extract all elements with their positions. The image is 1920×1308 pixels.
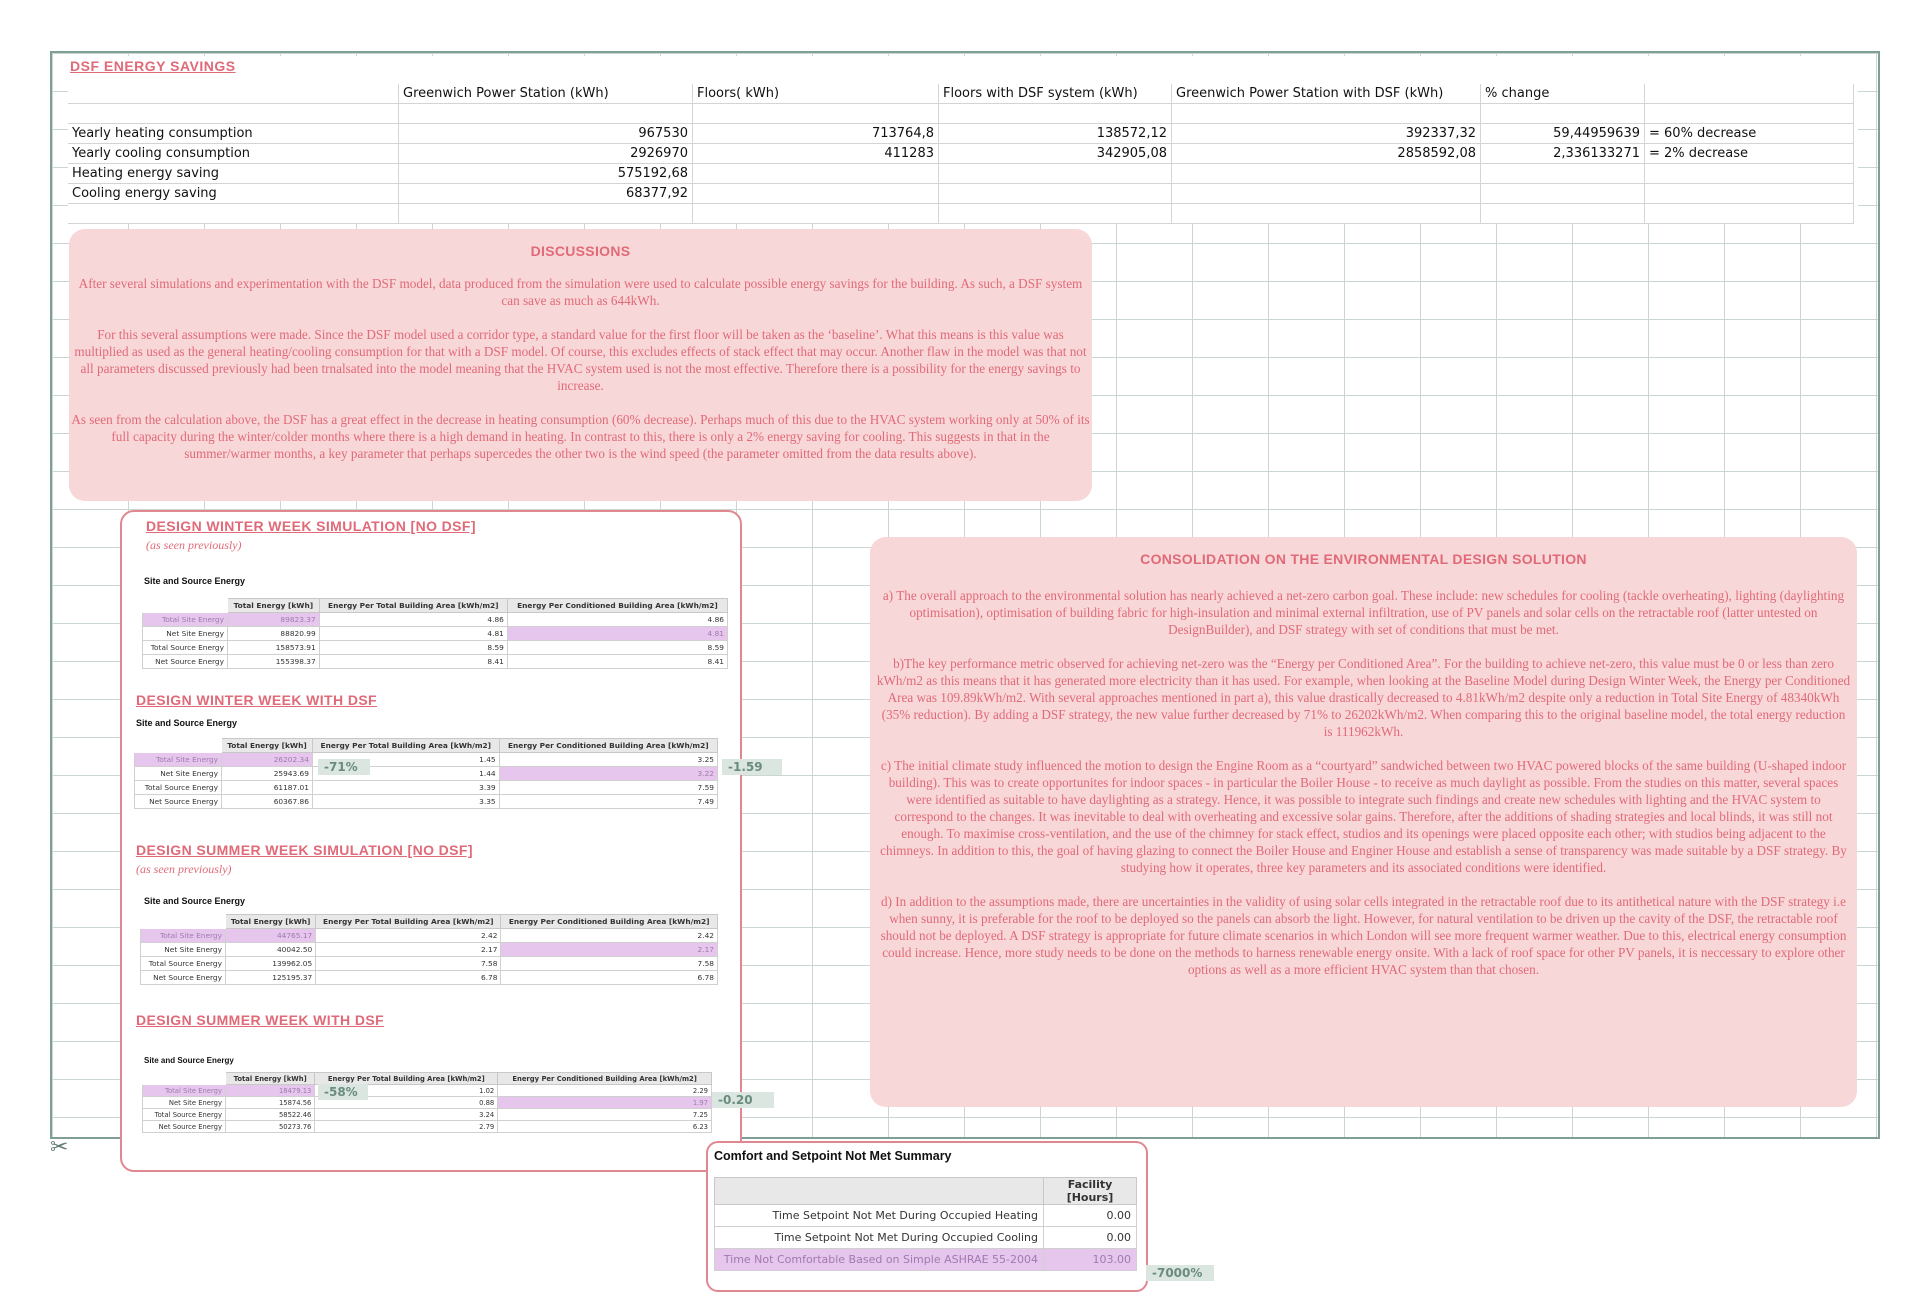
scissors-icon: ✂ <box>50 1134 69 1159</box>
table-row <box>68 184 1854 204</box>
table-cell[interactable]: 392337,32 <box>1172 124 1481 144</box>
header-cell: Energy Per Conditioned Building Area [kWh/m2] <box>498 1073 712 1085</box>
table-cell: 89823.37 <box>228 613 320 627</box>
table-cell: 1.02 <box>315 1085 498 1097</box>
table-row <box>141 971 718 985</box>
consolidation-panel <box>870 537 1857 1107</box>
simulation-results-box <box>120 510 742 1172</box>
table-cell[interactable]: 713764,8 <box>693 124 939 144</box>
site-source-label: Site and Source Energy <box>144 1056 234 1065</box>
table-cell[interactable]: Yearly heating consumption <box>68 124 399 144</box>
table-cell[interactable]: 411283 <box>693 144 939 164</box>
table-cell: 103.00 <box>1044 1249 1137 1271</box>
table-cell: Time Not Comfortable Based on Simple ASHRAE 55-2004 <box>715 1249 1044 1271</box>
table-cell: 2.29 <box>498 1085 712 1097</box>
table-row <box>143 641 728 655</box>
table-cell: Total Source Energy <box>135 781 222 795</box>
table-row <box>135 795 718 809</box>
table-cell: 8.41 <box>319 655 507 669</box>
table-cell: 58522.46 <box>226 1109 315 1121</box>
table-cell: 7.49 <box>499 795 717 809</box>
header-cell[interactable]: Greenwich Power Station (kWh) <box>399 84 693 104</box>
table-cell: Total Source Energy <box>141 957 226 971</box>
savings-section <box>68 56 1858 224</box>
table-row <box>715 1205 1137 1227</box>
table-cell: Time Setpoint Not Met During Occupied Heating <box>715 1205 1044 1227</box>
discussions-title: DISCUSSIONS <box>530 243 631 259</box>
savings-table <box>68 84 1854 224</box>
site-source-label: Site and Source Energy <box>144 896 246 906</box>
table-row <box>68 104 1854 124</box>
table-cell: 158573.91 <box>228 641 320 655</box>
table-row <box>715 1249 1137 1271</box>
reduction-badge: -1.59 <box>722 759 782 775</box>
table-cell: 4.81 <box>507 627 727 641</box>
table-row <box>68 124 1854 144</box>
table-cell[interactable]: 138572,12 <box>939 124 1172 144</box>
table-cell[interactable]: = 2% decrease <box>1645 144 1854 164</box>
table-cell: 4.81 <box>319 627 507 641</box>
reduction-badge: -7000% <box>1146 1265 1214 1281</box>
table-cell: Net Site Energy <box>135 767 222 781</box>
site-source-label: Site and Source Energy <box>144 576 246 586</box>
table-cell[interactable]: 68377,92 <box>399 184 693 204</box>
table-cell: 3.25 <box>499 753 717 767</box>
table-cell: Net Source Energy <box>141 971 226 985</box>
discussions-paragraph: For this several assumptions were made. Since the DSF model used a corridor type, a standard value for the first floor will be taken as the ‘baseline’. What this means is this value was multiplied as used as the general heating/cooling consumption for that with a DSF model. Of course, this excludes effects of stack effect that may occur. Another flaw in the model was that not all parameters discussed previously had been trnalsated into the model meaning that the HVAC system used is not the most effective. Therefore there is a possibility for the energy savings to increase. <box>74 327 1087 393</box>
header-cell[interactable]: Floors( kWh) <box>693 84 939 104</box>
summer-nodsf-table <box>140 914 718 985</box>
table-cell: Net Source Energy <box>143 1121 226 1133</box>
table-cell: 3.24 <box>315 1109 498 1121</box>
table-cell: 60367.86 <box>222 795 313 809</box>
comfort-title: Comfort and Setpoint Not Met Summary <box>714 1149 952 1163</box>
table-cell: 1.97 <box>498 1097 712 1109</box>
table-cell[interactable]: 2858592,08 <box>1172 144 1481 164</box>
table-row <box>143 1121 712 1133</box>
table-cell: 7.58 <box>501 957 718 971</box>
table-row <box>143 627 728 641</box>
header-cell: Total Energy [kWh] <box>228 599 320 613</box>
table-cell: 0.00 <box>1044 1205 1137 1227</box>
table-cell: 40042.50 <box>226 943 316 957</box>
header-cell: Energy Per Conditioned Building Area [kWh/m2] <box>507 599 727 613</box>
table-cell: 7.58 <box>316 957 501 971</box>
table-cell: 4.86 <box>507 613 727 627</box>
table-cell: 15874.56 <box>226 1097 315 1109</box>
reduction-badge: -71% <box>318 759 370 775</box>
table-cell: 3.39 <box>312 781 499 795</box>
table-cell: Net Source Energy <box>135 795 222 809</box>
table-cell: 26202.34 <box>222 753 313 767</box>
table-cell: 0.88 <box>315 1097 498 1109</box>
table-row <box>715 1227 1137 1249</box>
table-cell: 7.59 <box>499 781 717 795</box>
discussions-paragraph: After several simulations and experimentation with the DSF model, data produced from the simulation were used to calculate possible energy savings for the building. As such, a DSF system can save as much as 644kWh. <box>78 276 1083 308</box>
comfort-summary-box <box>706 1141 1148 1292</box>
table-header-row <box>135 739 718 753</box>
header-cell[interactable] <box>68 84 399 104</box>
table-cell: 61187.01 <box>222 781 313 795</box>
table-row <box>135 767 718 781</box>
table-cell: Net Site Energy <box>143 627 228 641</box>
table-cell: 88820.99 <box>228 627 320 641</box>
discussions-paragraph: As seen from the calculation above, the DSF has a great effect in the decrease in heating consumption (60% decrease). Perhaps much of this due to the HVAC system working only at 50% of its full capacity during the winter/colder months where there is a high demand in heating. In contrast to this, there is only a 2% energy saving for cooling. This suggests in that in the summer/warmer months, a key parameter that perhaps supercedes the other two is the wind speed (the parameter omitted from the data results above). <box>71 412 1090 461</box>
table-cell: 1.44 <box>312 767 499 781</box>
reduction-badge: -0.20 <box>712 1092 774 1108</box>
table-cell: Total Site Energy <box>143 1085 226 1097</box>
table-cell[interactable]: 342905,08 <box>939 144 1172 164</box>
table-cell: 2.79 <box>315 1121 498 1133</box>
winter-dsf-table <box>134 738 718 809</box>
header-cell: Energy Per Total Building Area [kWh/m2] <box>316 915 501 929</box>
table-cell: 139962.05 <box>226 957 316 971</box>
table-cell: 6.23 <box>498 1121 712 1133</box>
consolidation-title: CONSOLIDATION ON THE ENVIRONMENTAL DESIGN SOLUTION <box>1140 551 1587 567</box>
table-cell[interactable]: 59,44959639 <box>1481 124 1645 144</box>
header-cell: Energy Per Total Building Area [kWh/m2] <box>319 599 507 613</box>
table-cell: 3.35 <box>312 795 499 809</box>
table-cell[interactable]: 2926970 <box>399 144 693 164</box>
summer-dsf-table <box>142 1072 712 1133</box>
header-cell[interactable]: % change <box>1481 84 1645 104</box>
table-header-row <box>143 599 728 613</box>
table-row <box>68 144 1854 164</box>
table-cell: Total Source Energy <box>143 1109 226 1121</box>
discussions-panel <box>69 229 1092 501</box>
table-cell: 8.59 <box>319 641 507 655</box>
table-header-row <box>143 1073 712 1085</box>
table-row <box>143 1097 712 1109</box>
table-cell: 155398.37 <box>228 655 320 669</box>
header-cell: Energy Per Conditioned Building Area [kWh/m2] <box>501 915 718 929</box>
winter-nodsf-table <box>142 598 728 669</box>
header-cell: Total Energy [kWh] <box>226 1073 315 1085</box>
table-cell: Net Site Energy <box>143 1097 226 1109</box>
table-cell: 44765.17 <box>226 929 316 943</box>
table-row <box>68 204 1854 224</box>
comfort-table <box>714 1177 1137 1271</box>
table-cell: 2.42 <box>316 929 501 943</box>
site-source-label: Site and Source Energy <box>136 718 238 728</box>
table-cell: 125195.37 <box>226 971 316 985</box>
table-cell: Net Source Energy <box>143 655 228 669</box>
winter-nodsf-subtitle: (as seen previously) <box>146 538 242 552</box>
table-cell: 4.86 <box>319 613 507 627</box>
winter-dsf-title: DESIGN WINTER WEEK WITH DSF <box>136 692 378 708</box>
table-cell: Total Site Energy <box>143 613 228 627</box>
table-cell: 0.00 <box>1044 1227 1137 1249</box>
table-row <box>68 164 1854 184</box>
table-row <box>141 943 718 957</box>
summer-nodsf-subtitle: (as seen previously) <box>136 862 232 876</box>
table-cell[interactable]: 575192,68 <box>399 164 693 184</box>
table-row <box>141 957 718 971</box>
header-cell: Facility [Hours] <box>1044 1178 1137 1205</box>
header-cell[interactable]: Greenwich Power Station with DSF (kWh) <box>1172 84 1481 104</box>
table-cell: 25943.69 <box>222 767 313 781</box>
table-cell[interactable]: Cooling energy saving <box>68 184 399 204</box>
table-cell: Total Site Energy <box>135 753 222 767</box>
summer-nodsf-title: DESIGN SUMMER WEEK SIMULATION [NO DSF] <box>136 842 473 858</box>
table-row <box>135 753 718 767</box>
consolidation-paragraph: a) The overall approach to the environmental solution has nearly achieved a net-zero carbon goal. These include: new schedules for cooling (tackle overheating), lighting (daylighting optimisation), optimisation of building fabric for high-insulation and minimal external infiltration, use of PV panels and solar cells on the retractable roof (latter untested on DesignBuilder), and DSF strategy with set of conditions that must be met. <box>882 588 1845 637</box>
table-cell: 8.41 <box>507 655 727 669</box>
consolidation-paragraph: c) The initial climate study influenced the motion to design the Engine Room as a “courtyard” sandwiched between two HVAC powered blocks of the same building (U-shaped indoor building). This was to create opportunites for indoor spaces - in particular the Boiler House - to receive as much daylight as possible. From the studies on this matter, several spaces were identified as suitable to have daylighting as a strategy. Hence, it was possible to integrate such findings and create new schedules with lighting and the HVAC system to correspond to the changes. It was inevitable to deal with overheating and excessive solar gains. Therefore, after the additions of shading strategies and local blinds, it was still not enough. To maximise cross-ventilation, and the use of the chimney for stack effect, studios and its openings were placed opposite each other; with studios being adjacent to the chimneys. In addition to this, the goal of having glazing to connect the Boiler House and Enginer House and establish a sense of transparency was made suitable by a DSF strategy. By studying how it operates, three key parameters and its associated conditions were identified. <box>880 758 1847 875</box>
header-cell[interactable] <box>1645 84 1854 104</box>
table-cell: 1.45 <box>312 753 499 767</box>
table-row <box>143 1085 712 1097</box>
table-cell[interactable]: Heating energy saving <box>68 164 399 184</box>
header-cell: Energy Per Conditioned Building Area [kWh/m2] <box>499 739 717 753</box>
table-cell[interactable]: = 60% decrease <box>1645 124 1854 144</box>
table-header-row <box>715 1178 1137 1205</box>
table-cell: Net Site Energy <box>141 943 226 957</box>
table-cell: 2.17 <box>316 943 501 957</box>
table-row <box>135 781 718 795</box>
savings-title: DSF ENERGY SAVINGS <box>70 58 236 74</box>
consolidation-paragraph: d) In addition to the assumptions made, there are uncertainties in the validity of using solar cells integrated in the retractable roof due to its antithetical nature with the DSF strategy i.e when sunny, it is preferable for the roof to be deployed so the panels can absorb the light. However, for natural ventilation to be driven up the cavity of the DSF, the retractable roof should not be deployed. A DSF strategy is appropriate for future climate scenarios in which London will see more frequent warmer weather. Due to this, electrical energy consumption could increase. Hence, more study needs to be done on the methods to harness renewable energy onsite. With a lack of roof space for other PV panels, it is neccessary to explore other options as well as a more efficient HVAC system than that chosen. <box>880 894 1847 977</box>
table-cell[interactable]: 2,336133271 <box>1481 144 1645 164</box>
table-cell: 3.22 <box>499 767 717 781</box>
consolidation-paragraph: b)The key performance metric observed for achieving net-zero was the “Energy per Conditioned Area”. For the building to achieve net-zero, this value must be 0 or less than zero kWh/m2 as this means that it has generated more electricity than it has used. For example, when looking at the Baseline Model during Design Winter Week, the Energy per Conditioned Area was 109.89kWh/m2. With several approaches mentioned in part a), this value drastically decreased to 4.81kWh/m2 despite only a reduction in Total Site Energy of 48340kWh (35% reduction). By adding a DSF strategy, the new value further decreased by 71% to 26202kWh/m2. When comparing this to the original baseline model, the total energy reduction is 111962kWh. <box>876 656 1851 739</box>
table-row <box>143 655 728 669</box>
table-row <box>143 613 728 627</box>
table-cell: 2.42 <box>501 929 718 943</box>
table-header-row <box>68 84 1854 104</box>
table-cell: Time Setpoint Not Met During Occupied Cooling <box>715 1227 1044 1249</box>
header-cell: Energy Per Total Building Area [kWh/m2] <box>312 739 499 753</box>
table-cell: 6.78 <box>316 971 501 985</box>
header-cell: Total Energy [kWh] <box>226 915 316 929</box>
table-cell: 6.78 <box>501 971 718 985</box>
header-cell: Total Energy [kWh] <box>222 739 313 753</box>
table-cell: Total Source Energy <box>143 641 228 655</box>
table-cell: Total Site Energy <box>141 929 226 943</box>
table-cell: 2.17 <box>501 943 718 957</box>
table-cell: 8.59 <box>507 641 727 655</box>
header-cell[interactable]: Floors with DSF system (kWh) <box>939 84 1172 104</box>
table-cell[interactable]: Yearly cooling consumption <box>68 144 399 164</box>
summer-dsf-title: DESIGN SUMMER WEEK WITH DSF <box>136 1012 385 1028</box>
table-cell[interactable]: 967530 <box>399 124 693 144</box>
table-header-row <box>141 915 718 929</box>
winter-nodsf-title: DESIGN WINTER WEEK SIMULATION [NO DSF] <box>146 518 476 534</box>
table-cell: 7.25 <box>498 1109 712 1121</box>
header-cell: Energy Per Total Building Area [kWh/m2] <box>315 1073 498 1085</box>
table-row <box>141 929 718 943</box>
table-row <box>143 1109 712 1121</box>
table-cell: 50273.76 <box>226 1121 315 1133</box>
reduction-badge: -58% <box>318 1084 368 1100</box>
table-cell: 18479.13 <box>226 1085 315 1097</box>
